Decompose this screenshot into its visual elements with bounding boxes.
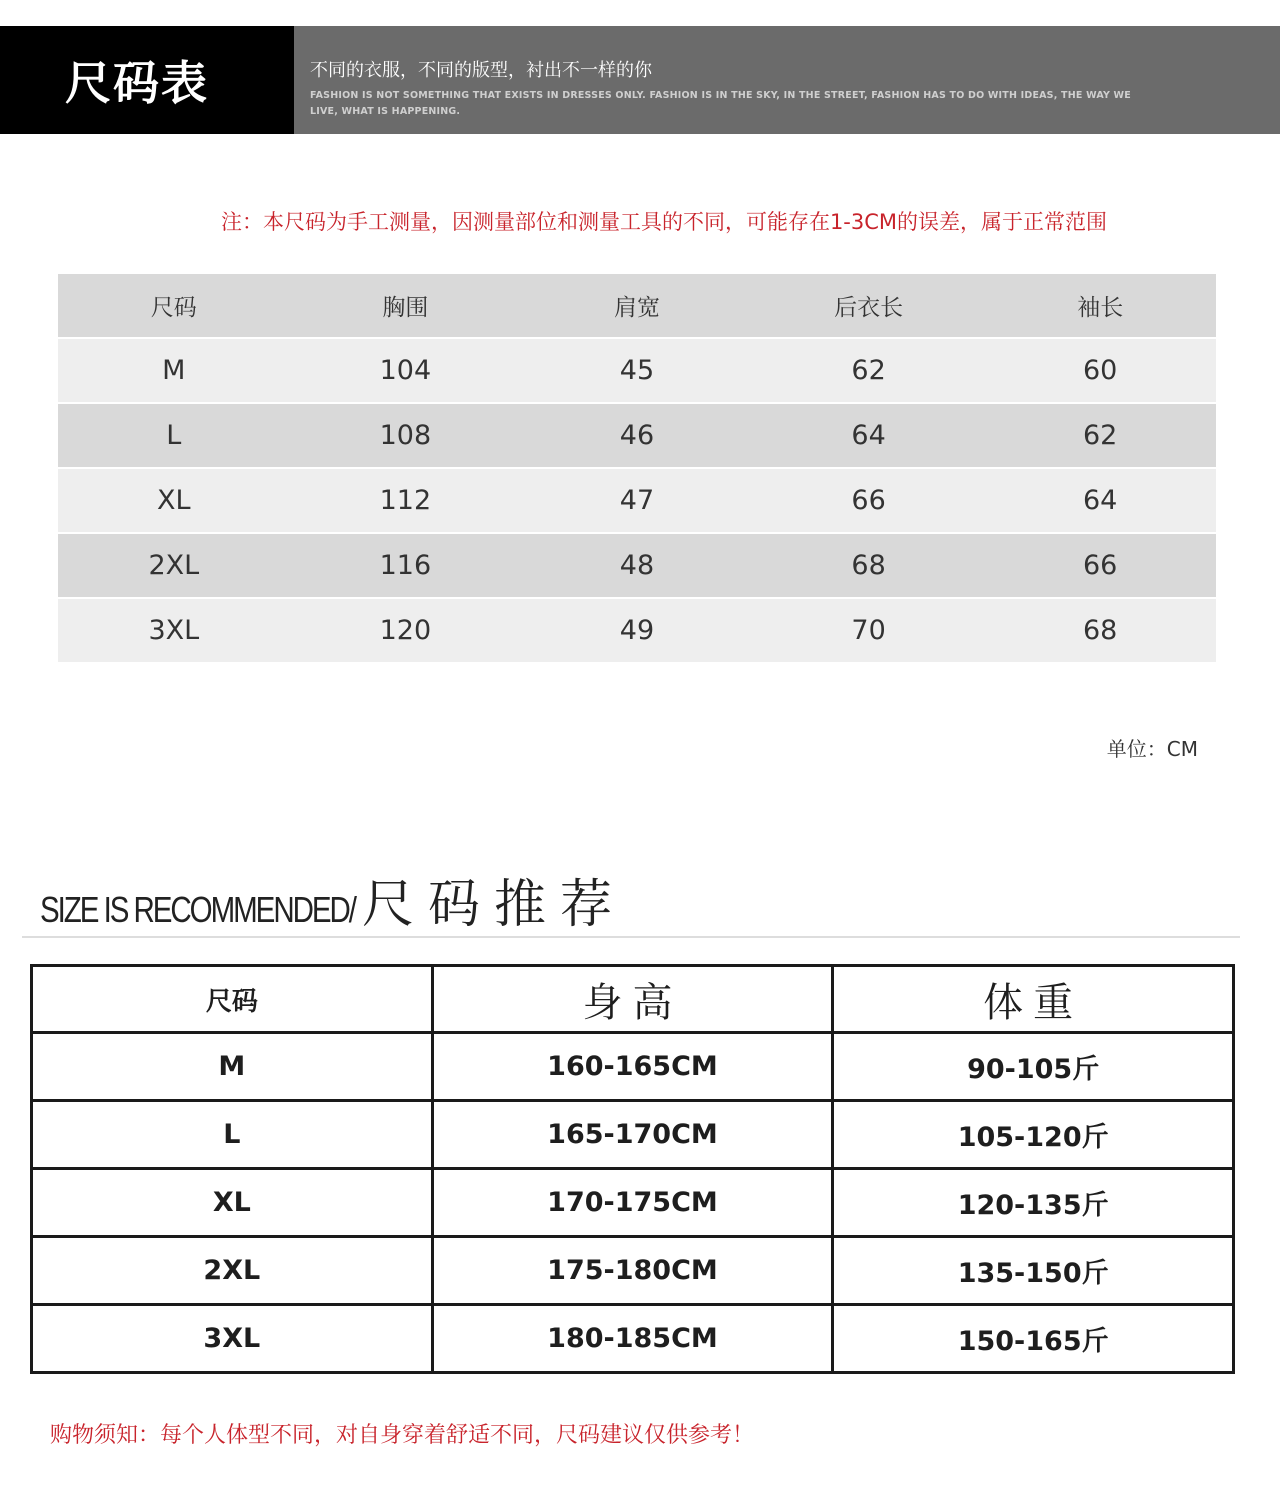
cell-chest: 120 bbox=[290, 598, 522, 663]
cell-size: M bbox=[32, 1033, 433, 1101]
recommend-header-row bbox=[32, 966, 1234, 1033]
banner-title-block bbox=[0, 26, 294, 134]
cell-height: 165-170CM bbox=[432, 1101, 833, 1169]
table-row bbox=[58, 468, 1216, 533]
table-row bbox=[32, 1101, 1234, 1169]
size-chart-header-row bbox=[58, 274, 1216, 338]
recommend-heading-en: SIZE IS RECOMMENDED/ bbox=[40, 889, 355, 930]
cell-weight: 120-135斤 bbox=[833, 1169, 1234, 1237]
cell-height: 170-175CM bbox=[432, 1169, 833, 1237]
table-row bbox=[58, 338, 1216, 403]
cell-chest: 104 bbox=[290, 338, 522, 403]
header-sleeve: 袖长 bbox=[984, 274, 1216, 338]
cell-weight: 90-105斤 bbox=[833, 1033, 1234, 1101]
cell-size: 2XL bbox=[58, 533, 290, 598]
table-row bbox=[58, 598, 1216, 663]
header-height: 身高 bbox=[432, 966, 833, 1033]
size-recommend-table bbox=[30, 964, 1235, 1374]
banner-slogan-block bbox=[294, 26, 1280, 134]
table-row bbox=[32, 1033, 1234, 1101]
recommend-heading-cn: 尺码推荐 bbox=[362, 875, 627, 935]
heading-divider bbox=[22, 936, 1240, 938]
header-size: 尺码 bbox=[58, 274, 290, 338]
table-row bbox=[32, 1305, 1234, 1373]
cell-shoulder: 49 bbox=[521, 598, 753, 663]
cell-chest: 116 bbox=[290, 533, 522, 598]
size-chart-table bbox=[58, 274, 1216, 664]
cell-size: M bbox=[58, 338, 290, 403]
page-title: 尺码表 bbox=[65, 56, 209, 110]
table-row bbox=[32, 1237, 1234, 1305]
cell-size: L bbox=[58, 403, 290, 468]
cell-sleeve: 68 bbox=[984, 598, 1216, 663]
banner-slogan: 不同的衣服，不同的版型，衬出不一样的你 bbox=[310, 60, 652, 81]
cell-height: 160-165CM bbox=[432, 1033, 833, 1101]
header-chest: 胸围 bbox=[290, 274, 522, 338]
cell-size: 3XL bbox=[32, 1305, 433, 1373]
cell-chest: 108 bbox=[290, 403, 522, 468]
unit-label: 单位：CM bbox=[1106, 737, 1198, 761]
header-banner bbox=[0, 26, 1280, 134]
cell-weight: 105-120斤 bbox=[833, 1101, 1234, 1169]
cell-shoulder: 45 bbox=[521, 338, 753, 403]
table-row bbox=[32, 1169, 1234, 1237]
cell-back-length: 62 bbox=[753, 338, 985, 403]
header-size: 尺码 bbox=[32, 966, 433, 1033]
table-row bbox=[58, 533, 1216, 598]
cell-size: 3XL bbox=[58, 598, 290, 663]
banner-subtext: FASHION IS NOT SOMETHING THAT EXISTS IN DRESSES ONLY. FASHION IS IN THE SKY, IN THE STREET, FASHION HAS TO DO WITH IDEAS, THE WAY WE LIVE, WHAT IS HAPPENING. bbox=[310, 90, 1131, 117]
cell-weight: 150-165斤 bbox=[833, 1305, 1234, 1373]
header-back-length: 后衣长 bbox=[753, 274, 985, 338]
cell-sleeve: 64 bbox=[984, 468, 1216, 533]
cell-height: 175-180CM bbox=[432, 1237, 833, 1305]
cell-chest: 112 bbox=[290, 468, 522, 533]
cell-sleeve: 60 bbox=[984, 338, 1216, 403]
header-weight: 体重 bbox=[833, 966, 1234, 1033]
cell-shoulder: 48 bbox=[521, 533, 753, 598]
cell-back-length: 68 bbox=[753, 533, 985, 598]
cell-size: XL bbox=[58, 468, 290, 533]
cell-sleeve: 62 bbox=[984, 403, 1216, 468]
measurement-note: 注：本尺码为手工测量，因测量部位和测量工具的不同，可能存在1-3CM的误差，属于正常范围 bbox=[220, 210, 1108, 234]
cell-size: L bbox=[32, 1101, 433, 1169]
cell-back-length: 64 bbox=[753, 403, 985, 468]
cell-size: 2XL bbox=[32, 1237, 433, 1305]
cell-shoulder: 47 bbox=[521, 468, 753, 533]
cell-size: XL bbox=[32, 1169, 433, 1237]
cell-height: 180-185CM bbox=[432, 1305, 833, 1373]
recommend-heading bbox=[40, 862, 626, 937]
cell-back-length: 66 bbox=[753, 468, 985, 533]
cell-sleeve: 66 bbox=[984, 533, 1216, 598]
cell-weight: 135-150斤 bbox=[833, 1237, 1234, 1305]
table-row bbox=[58, 403, 1216, 468]
header-shoulder: 肩宽 bbox=[521, 274, 753, 338]
cell-back-length: 70 bbox=[753, 598, 985, 663]
shopping-notice: 购物须知：每个人体型不同，对自身穿着舒适不同，尺码建议仅供参考！ bbox=[50, 1423, 755, 1448]
cell-shoulder: 46 bbox=[521, 403, 753, 468]
